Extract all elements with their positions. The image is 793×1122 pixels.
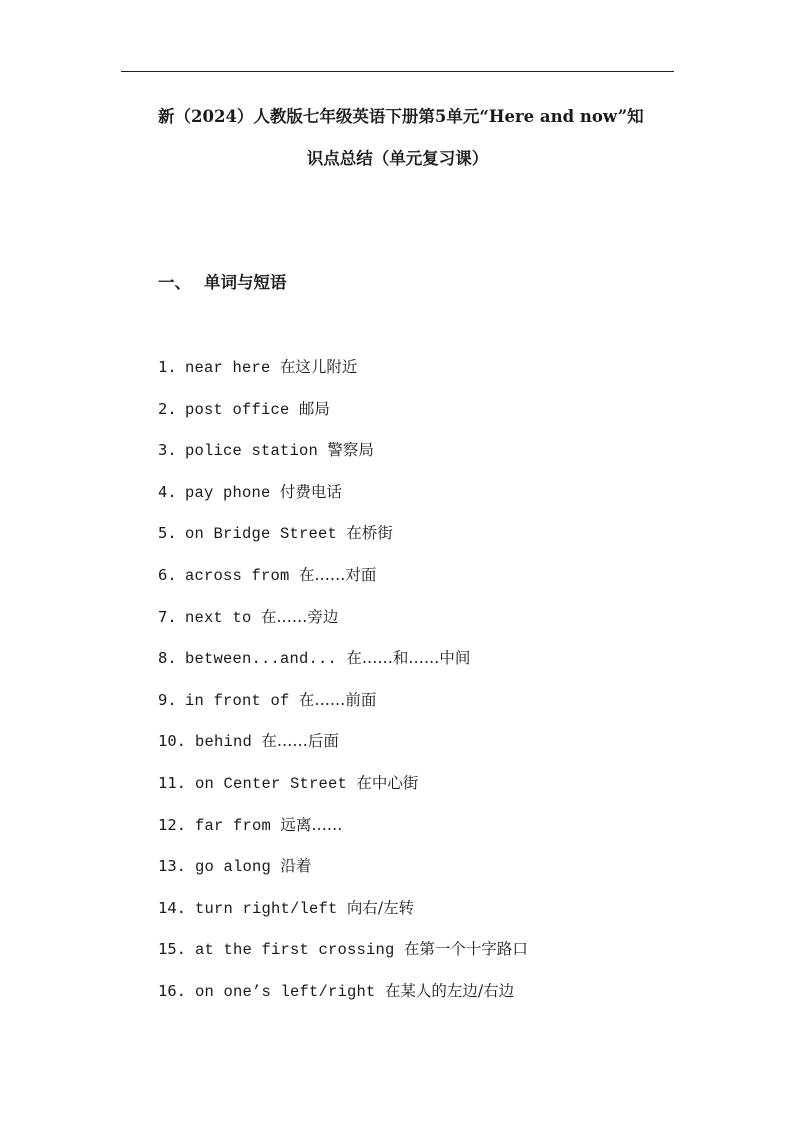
item-english: police station bbox=[185, 442, 319, 461]
item-chinese: 在……对面 bbox=[298, 565, 377, 584]
item-chinese: 在桥街 bbox=[346, 524, 393, 543]
item-english: far from bbox=[195, 816, 272, 835]
item-english: on one’s left/right bbox=[195, 982, 376, 1001]
item-english: pay phone bbox=[185, 483, 271, 502]
item-chinese: 付费电话 bbox=[279, 482, 342, 501]
item-chinese: 远离…… bbox=[280, 815, 343, 834]
item-number: 4. bbox=[158, 482, 177, 501]
list-item bbox=[158, 522, 528, 564]
list-item bbox=[158, 481, 528, 523]
vocabulary-list bbox=[158, 356, 528, 1022]
item-english: post office bbox=[185, 400, 290, 419]
list-item bbox=[158, 439, 528, 481]
item-english: near here bbox=[185, 359, 271, 377]
list-item bbox=[158, 356, 528, 398]
item-number: 6. bbox=[158, 565, 177, 584]
item-english: on Center Street bbox=[195, 774, 348, 793]
item-number: 10. bbox=[158, 732, 186, 751]
list-item bbox=[158, 398, 528, 440]
list-item bbox=[158, 772, 528, 814]
item-chinese: 在某人的左边/右边 bbox=[384, 981, 515, 1000]
item-number: 11. bbox=[158, 773, 186, 792]
list-item bbox=[158, 606, 528, 648]
item-english: go along bbox=[195, 858, 272, 877]
item-chinese: 在这儿附近 bbox=[279, 358, 358, 376]
item-number: 7. bbox=[158, 607, 177, 626]
item-chinese: 在第一个十字路口 bbox=[403, 940, 528, 959]
list-item bbox=[158, 689, 528, 731]
list-item bbox=[158, 647, 528, 689]
item-chinese: 向右/左转 bbox=[346, 898, 415, 917]
list-item bbox=[158, 730, 528, 772]
section-title: 单词与短语 bbox=[204, 273, 287, 292]
item-chinese: 在……后面 bbox=[261, 732, 339, 751]
item-english: at the first crossing bbox=[195, 941, 395, 960]
item-english: behind bbox=[195, 733, 253, 752]
item-english: in front of bbox=[185, 691, 290, 710]
list-item bbox=[158, 564, 528, 606]
item-chinese: 警察局 bbox=[327, 441, 374, 460]
item-chinese: 在……旁边 bbox=[260, 607, 339, 626]
list-item bbox=[158, 980, 528, 1022]
item-number: 5. bbox=[158, 524, 177, 543]
item-number: 15. bbox=[158, 940, 186, 959]
item-english: across from bbox=[185, 566, 290, 585]
header-rule bbox=[121, 71, 674, 72]
item-number: 2. bbox=[158, 399, 177, 418]
item-english: on Bridge Street bbox=[185, 525, 338, 544]
item-number: 12. bbox=[158, 815, 186, 834]
item-chinese: 在……和……中间 bbox=[346, 649, 471, 668]
item-number: 16. bbox=[158, 981, 186, 1000]
item-english: turn right/left bbox=[195, 899, 338, 918]
item-number: 9. bbox=[158, 690, 177, 709]
list-item bbox=[158, 938, 528, 980]
item-number: 1. bbox=[158, 358, 177, 376]
list-item bbox=[158, 814, 528, 856]
item-number: 14. bbox=[158, 898, 186, 917]
item-chinese: 邮局 bbox=[298, 399, 330, 418]
section-number: 一、 bbox=[158, 273, 191, 292]
item-english: next to bbox=[185, 608, 252, 627]
item-number: 13. bbox=[158, 857, 186, 876]
item-number: 3. bbox=[158, 441, 177, 460]
list-item bbox=[158, 855, 528, 897]
item-chinese: 沿着 bbox=[280, 857, 312, 876]
item-chinese: 在……前面 bbox=[298, 690, 377, 709]
document-title-line-1: 新（2024）人教版七年级英语下册第5单元“Here and now”知 bbox=[158, 107, 644, 126]
section-heading bbox=[158, 273, 287, 293]
item-chinese: 在中心街 bbox=[356, 773, 419, 792]
document-title-line-2: 识点总结（单元复习课） bbox=[306, 149, 489, 168]
item-english: between...and... bbox=[185, 650, 338, 669]
list-item bbox=[158, 897, 528, 939]
item-number: 8. bbox=[158, 649, 177, 668]
